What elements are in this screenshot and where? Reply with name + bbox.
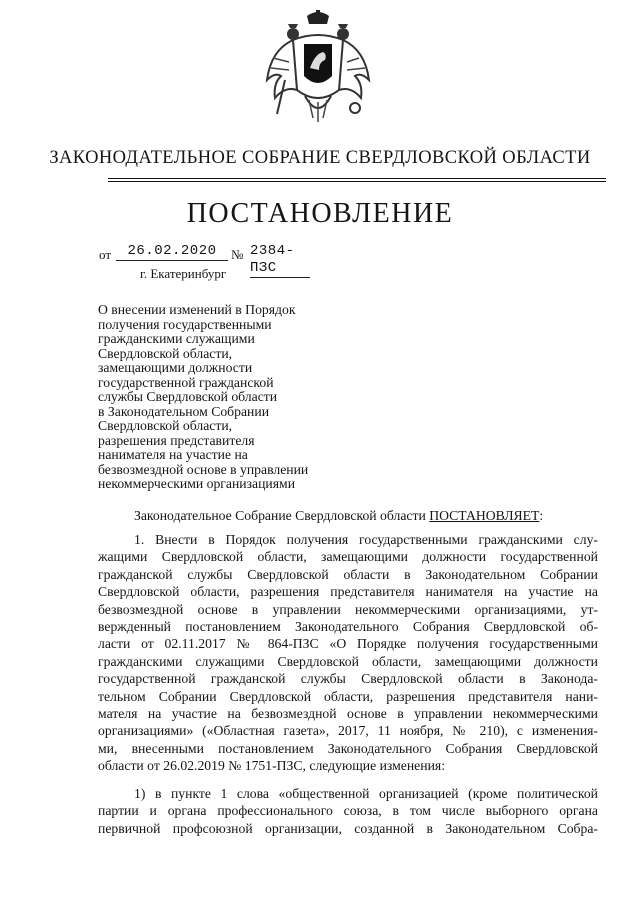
subject-line: некоммерческими организациями bbox=[98, 476, 296, 491]
subject-line: О внесении изменений в Порядок bbox=[98, 302, 296, 317]
item1-line: области от 26.02.2019 № 1751-ПЗС, следующие изменения: bbox=[98, 758, 446, 774]
subject-line: безвозмездной основе в управлении bbox=[98, 461, 309, 477]
date-prefix: от bbox=[99, 247, 112, 262]
subitem1-line: первичной профсоюзной организации, созданной в Законодательном Собра- bbox=[98, 820, 598, 836]
subject-line: получения государственными bbox=[98, 316, 272, 332]
subject-line: Свердловской области, bbox=[98, 345, 233, 361]
item1-line: Свердловской области, разрешения представителя нанимателя на участие на bbox=[98, 584, 598, 600]
item1-line: организациями» («Областная газета», 2017, 11 ноября, № 210), с изменения- bbox=[98, 723, 598, 739]
item1-line: государственной гражданской службы Свердловской области в Законода- bbox=[98, 671, 598, 687]
number-prefix: № bbox=[231, 247, 244, 262]
subitem-1 bbox=[98, 785, 598, 837]
subject-line: государственной гражданской bbox=[98, 374, 274, 390]
item-1 bbox=[98, 531, 598, 775]
subject-line: нанимателя на участие на bbox=[98, 447, 248, 462]
preamble-text: Законодательное Собрание Свердловской области bbox=[134, 508, 430, 523]
item1-line: гражданскими служащими Свердловской области, замещающими должности bbox=[98, 653, 598, 669]
item1-line: жащими Свердловской области, замещающими должности государственной bbox=[98, 549, 598, 565]
item1-line: тельном Собрании Свердловской области, разрешения представителя нани- bbox=[98, 688, 598, 704]
item1-line: ласти от 02.11.2017 № 864-ПЗС «О Порядке получения государственными bbox=[98, 636, 598, 652]
item1-line: 1. Внести в Порядок получения государственными гражданскими слу- bbox=[134, 532, 598, 547]
item1-line: гражданской службы Свердловской области в Законодательном Собрании bbox=[98, 566, 598, 582]
item1-line: безвозмездной основе в управлении некоммерческими организациями, ут- bbox=[98, 601, 598, 617]
preamble-colon: : bbox=[539, 508, 544, 523]
subject-line: в Законодательном Собрании bbox=[98, 403, 270, 419]
preamble-resolves: ПОСТАНОВЛЯЕТ bbox=[429, 508, 540, 523]
coat-of-arms-icon bbox=[263, 10, 373, 128]
organization-name: ЗАКОНОДАТЕЛЬНОЕ СОБРАНИЕ СВЕРДЛОВСКОЙ ОБЛАСТИ bbox=[49, 148, 591, 168]
item1-line: ми, внесенными постановлением Законодательного Собрания Свердловской bbox=[98, 740, 598, 756]
subitem1-line: 1) в пункте 1 слова «общественной организацией (кроме политической bbox=[134, 786, 598, 801]
subject-line: разрешения представителя bbox=[98, 432, 255, 448]
preamble bbox=[134, 507, 543, 524]
subject-line: Свердловской области, bbox=[98, 418, 233, 433]
item1-line: мателя на участие на безвозмездной основе в управлении некоммерческими bbox=[98, 706, 598, 722]
document-number: 2384-ПЗС bbox=[250, 243, 310, 278]
document-type-title: ПОСТАНОВЛЕНИЕ bbox=[186, 198, 454, 229]
city: г. Екатеринбург bbox=[140, 266, 227, 281]
document-date: 26.02.2020 bbox=[116, 243, 228, 261]
subject-line: замещающими должности bbox=[98, 360, 253, 375]
subject-line: гражданскими служащими bbox=[98, 331, 255, 346]
header-rule-thin bbox=[108, 181, 606, 182]
header-rule-thick bbox=[108, 178, 606, 179]
document-subject bbox=[98, 303, 368, 492]
subject-line: службы Свердловской области bbox=[98, 389, 278, 404]
item1-line: вержденный постановлением Законодательного Собрания Свердловской об- bbox=[98, 619, 598, 635]
subitem1-line: партии и органа профессионального союза, в том числе выборного органа bbox=[98, 803, 598, 819]
